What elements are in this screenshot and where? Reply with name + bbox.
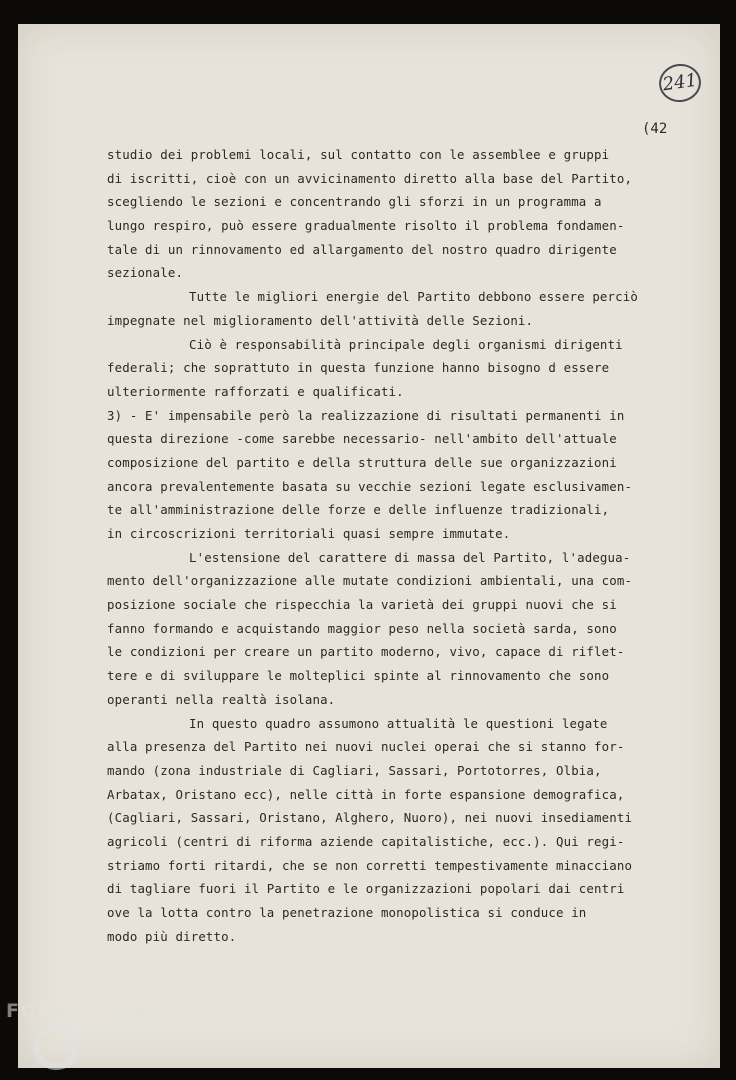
- document-body: [107, 143, 687, 948]
- text-line: posizione sociale che rispecchia la varietà dei gruppi nuovi che si: [107, 597, 617, 613]
- watermark-line2: RAMSCI: [74, 1024, 166, 1046]
- text-line: ove la lotta contro la penetrazione monopolistica si conduce in: [107, 905, 587, 920]
- text-line: Tutte le migliori energie del Partito debbono essere perciò: [189, 289, 638, 305]
- text-line: le condizioni per creare un partito moderno, vivo, capace di riflet-: [107, 644, 625, 660]
- text-line: Arbatax, Oristano ecc), nelle città in forte espansione demografica,: [107, 786, 625, 802]
- text-line: sezionale.: [107, 265, 184, 281]
- text-line: scegliendo le sezioni e concentrando gli sforzi in un programma a: [107, 194, 602, 210]
- watermark-suffix: onlus: [152, 1050, 179, 1060]
- text-line: ancora prevalentemente basata su vecchie sezioni legate esclusivamen-: [107, 478, 633, 494]
- archive-number-stamp: 241: [657, 61, 704, 104]
- watermark-line1: FONDAZIONE: [6, 1000, 163, 1022]
- text-line: alla presenza del Partito nei nuovi nuclei operai che si stanno for-: [107, 739, 625, 755]
- text-line: L'estensione del carattere di massa del Partito, l'adegua-: [189, 549, 631, 565]
- text-line: Ciò è responsabilità principale degli organismi dirigenti: [189, 336, 623, 352]
- page-number: (42: [642, 121, 668, 137]
- text-line: mento dell'organizzazione alle mutate condizioni ambientali, una com-: [107, 573, 633, 589]
- text-line: ulteriormente rafforzati e qualificati.: [107, 383, 404, 399]
- gramsci-logo-icon: [32, 1020, 80, 1072]
- text-line: In questo quadro assumono attualità le questioni legate: [189, 715, 608, 731]
- text-line: operanti nella realtà isolana.: [107, 691, 336, 707]
- text-line: striamo forti ritardi, che se non corretti tempestivamente minacciano: [107, 857, 633, 873]
- text-line: questa direzione -come sarebbe necessario- nell'ambito dell'attuale: [107, 431, 617, 447]
- text-line: modo più diretto.: [107, 928, 237, 944]
- text-line: tale di un rinnovamento ed allargamento del nostro quadro dirigente: [107, 241, 617, 257]
- text-line: lungo respiro, può essere gradualmente risolto il problema fondamen-: [107, 218, 625, 234]
- text-line: 3) - E' impensabile però la realizzazione di risultati permanenti in: [107, 407, 625, 423]
- text-line: impegnate nel miglioramento dell'attività delle Sezioni.: [107, 312, 534, 328]
- text-line: in circoscrizioni territoriali quasi sempre immutate.: [107, 526, 511, 541]
- text-line: fanno formando e acquistando maggior peso nella società sarda, sono: [107, 620, 617, 636]
- text-line: federali; che soprattuto in questa funzione hanno bisogno d essere: [107, 360, 610, 376]
- text-line: composizione del partito e della struttura delle sue organizzazioni: [107, 454, 617, 470]
- document-page: [18, 24, 720, 1068]
- text-line: te all'amministrazione delle forze e delle influenze tradizionali,: [107, 502, 610, 518]
- text-line: (Cagliari, Sassari, Oristano, Alghero, Nuoro), nei nuovi insediamenti: [107, 810, 633, 826]
- fondazione-gramsci-watermark: [6, 1000, 186, 1076]
- text-line: tere e di sviluppare le molteplici spinte al rinnovamento che sono: [107, 668, 610, 684]
- text-line: agricoli (centri di riforma aziende capitalistiche, ecc.). Qui regi-: [107, 833, 625, 849]
- text-line: mando (zona industriale di Cagliari, Sassari, Portotorres, Olbia,: [107, 762, 602, 778]
- text-line: di iscritti, cioè con un avvicinamento diretto alla base del Partito,: [107, 170, 633, 186]
- text-line: di tagliare fuori il Partito e le organizzazioni popolari dai centri: [107, 881, 625, 897]
- text-line: studio dei problemi locali, sul contatto con le assemblee e gruppi: [107, 147, 610, 162]
